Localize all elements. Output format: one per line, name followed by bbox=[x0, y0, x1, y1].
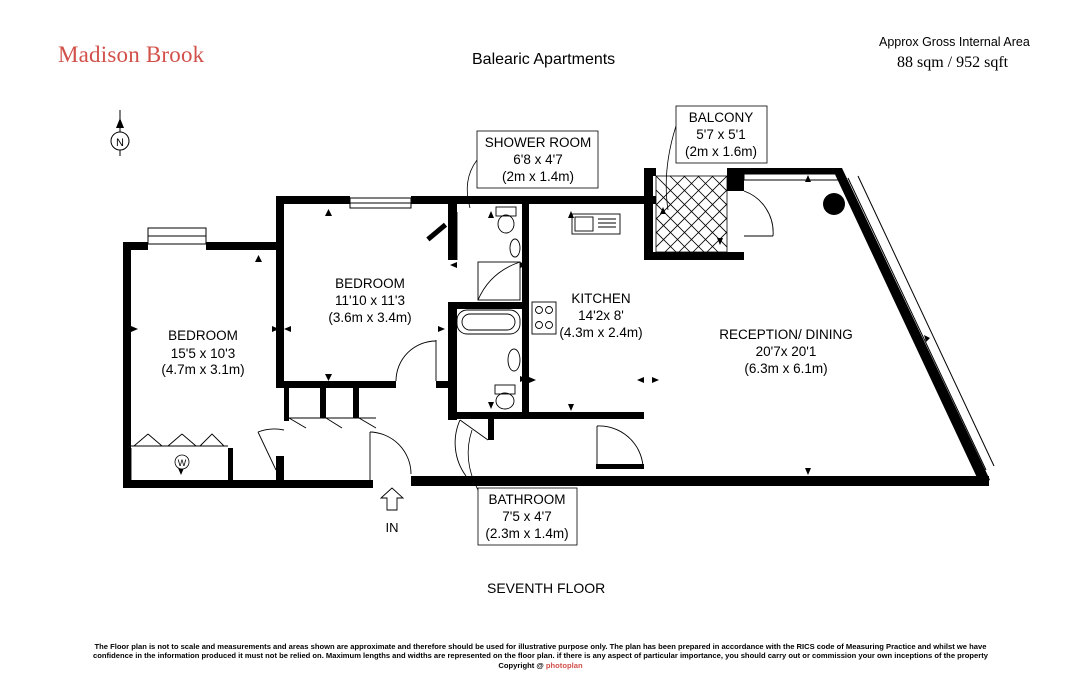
floor-label: SEVENTH FLOOR bbox=[487, 580, 606, 596]
photoplan-logo: photoplan bbox=[545, 660, 583, 670]
room-name: BALCONY bbox=[688, 110, 754, 125]
label-bathroom bbox=[478, 488, 577, 545]
compass-icon bbox=[111, 110, 129, 156]
room-name: BEDROOM bbox=[335, 276, 405, 291]
room-size-imperial: 6'8 x 4'7 bbox=[513, 152, 563, 167]
room-size-metric: (4.3m x 2.4m) bbox=[559, 325, 643, 340]
entrance-arrow-icon bbox=[381, 488, 403, 510]
dimension-markers bbox=[131, 175, 930, 475]
label-balcony bbox=[676, 106, 767, 163]
room-kitchen bbox=[559, 291, 642, 340]
room-name: KITCHEN bbox=[571, 291, 631, 306]
room-size-metric: (6.3m x 6.1m) bbox=[744, 361, 828, 376]
windows bbox=[148, 174, 994, 470]
balcony-lattice bbox=[600, 176, 792, 256]
room-reception bbox=[719, 327, 853, 376]
room-size-metric: (2.3m x 1.4m) bbox=[485, 526, 569, 541]
room-size-metric: (4.7m x 3.1m) bbox=[161, 362, 245, 377]
room-name: BATHROOM bbox=[488, 492, 566, 507]
label-shower-room bbox=[477, 131, 598, 188]
room-bedroom-1 bbox=[161, 328, 244, 377]
room-size-imperial: 15'5 x 10'3 bbox=[170, 346, 236, 361]
column-icon bbox=[823, 193, 845, 215]
room-size-metric: (2m x 1.6m) bbox=[684, 144, 758, 159]
brand-logo: Madison Brook bbox=[58, 42, 205, 67]
property-title: Balearic Apartments bbox=[472, 51, 616, 68]
door-swings bbox=[258, 191, 773, 480]
wardrobe-label: W bbox=[177, 458, 187, 468]
room-name: BEDROOM bbox=[168, 328, 238, 343]
compass-label: N bbox=[116, 137, 124, 149]
disclaimer-line-1: The Floor plan is not to scale and measurements and areas shown are approximate and therefore should be used for illustrative purpose only. The plan has been prepared in accordance with the RICS code of Measuring Practice and whilst we have bbox=[94, 642, 987, 651]
room-size-metric: (2m x 1.4m) bbox=[501, 169, 575, 184]
disclaimer bbox=[40, 642, 1041, 670]
room-size-imperial: 20'7x 20'1 bbox=[755, 344, 817, 359]
room-size-imperial: 11'10 x 11'3 bbox=[335, 293, 405, 308]
area-value: 88 sqm / 952 sqft bbox=[897, 54, 1009, 71]
walls bbox=[123, 168, 990, 488]
copyright-text: Copyright @ bbox=[498, 660, 544, 670]
room-name: SHOWER ROOM bbox=[484, 135, 592, 150]
room-size-metric: (3.6m x 3.4m) bbox=[328, 310, 412, 325]
entrance-label: IN bbox=[385, 520, 399, 535]
fixtures bbox=[131, 207, 620, 480]
room-size-imperial: 5'7 x 5'1 bbox=[696, 127, 746, 142]
room-bedroom-2 bbox=[328, 276, 411, 325]
copyright bbox=[498, 661, 582, 670]
room-name: RECEPTION/ DINING bbox=[719, 327, 853, 342]
room-size-imperial: 7'5 x 4'7 bbox=[502, 509, 552, 524]
area-label: Approx Gross Internal Area bbox=[879, 35, 1030, 49]
disclaimer-line-2: confidence in the information produced it must not be relied on. Maximum lengths and widths are represented on the floor plan. if there is any aspect of particular importance, you should carry out or commission your own inceptions of the property bbox=[93, 651, 988, 661]
room-size-imperial: 14'2x 8' bbox=[578, 308, 624, 323]
